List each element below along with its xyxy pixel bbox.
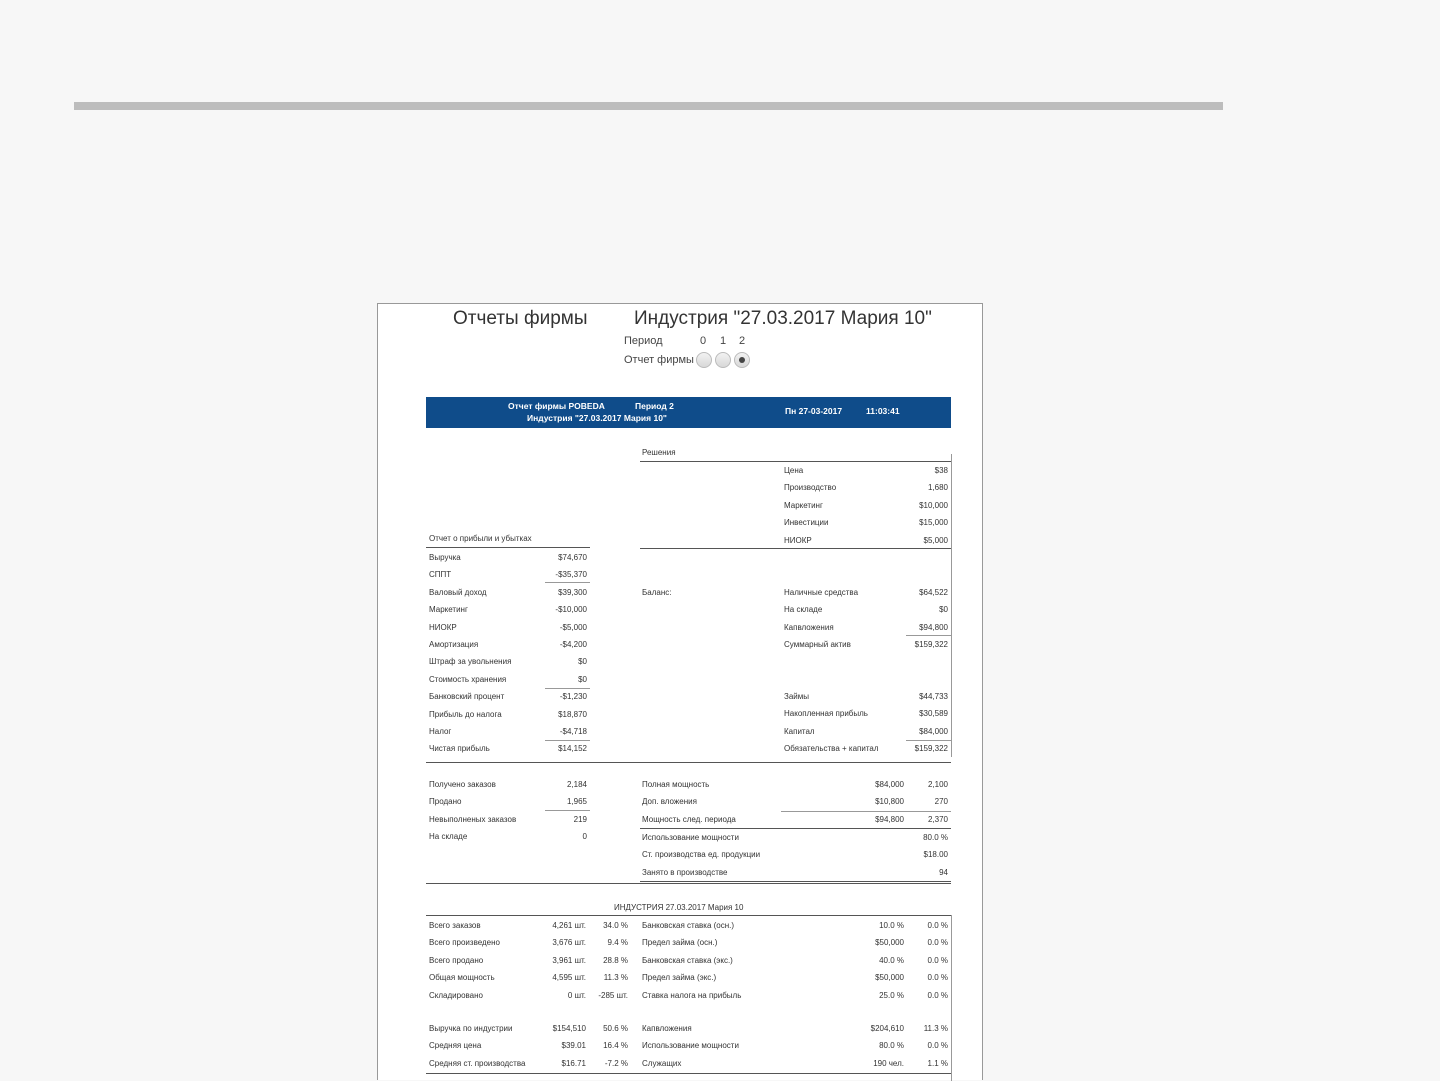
pnl-label: Чистая прибыль — [429, 744, 490, 754]
divider — [426, 883, 951, 884]
asset-label: Наличные средства — [784, 588, 859, 597]
industry-left-v2: 28.8 % — [603, 955, 628, 965]
industry-right-label: Капвложения — [642, 1024, 692, 1033]
pnl-label: СППТ — [429, 570, 452, 580]
capacity-single-value: $18.00 — [923, 850, 948, 860]
asset-value: $0 — [939, 605, 948, 615]
page-title: Отчеты фирмы — [453, 308, 588, 329]
pnl-value: $18,870 — [558, 709, 587, 719]
pnl-label: Валовый доход — [429, 587, 487, 597]
capacity-label: Доп. вложения — [642, 797, 697, 807]
decision-label: НИОКР — [784, 535, 812, 545]
asset-label: Суммарный актив — [784, 640, 851, 650]
capacity-units: 270 — [934, 797, 948, 807]
period-option-1-label: 1 — [720, 335, 727, 347]
industry-right-label: Банковская ставка (экс.) — [642, 955, 733, 965]
industry-left-label: Выручка по индустрии — [429, 1024, 513, 1033]
pnl-label: Маркетинг — [429, 605, 468, 615]
industry-left-v2: 16.4 % — [603, 1041, 628, 1051]
pnl-title: Отчет о прибыли и убытках — [429, 534, 532, 543]
decision-value: 1,680 — [927, 483, 948, 493]
industry-right-label: Предел займа (экс.) — [642, 973, 717, 983]
capacity-single-label: Использование мощности — [642, 833, 739, 842]
order-label: Невыполненых заказов — [429, 814, 517, 824]
industry-right-v1: 80.0 % — [879, 1041, 904, 1051]
industry-right-v2: 1.1 % — [927, 1058, 948, 1068]
industry-right-v2: 0.0 % — [927, 1041, 948, 1051]
industry-right-v1: $50,000 — [875, 973, 904, 983]
capacity-single-label: Ст. производства ед. продукции — [642, 850, 761, 860]
decision-label: Производство — [784, 483, 837, 493]
banner-period: Период 2 — [635, 401, 674, 411]
industry-right-v1: 25.0 % — [879, 990, 904, 1000]
decision-value: $10,000 — [919, 500, 948, 510]
industry-right-label: Использование мощности — [642, 1041, 739, 1051]
order-value: 0 — [582, 832, 587, 842]
industry-right-v2: 0.0 % — [927, 938, 948, 948]
liability-label: Накопленная прибыль — [784, 709, 868, 719]
period-radio-1[interactable] — [715, 352, 731, 368]
divider — [545, 688, 590, 689]
pnl-label: Банковский процент — [429, 692, 505, 702]
top-divider — [74, 102, 1223, 110]
capacity-label: Мощность след. периода — [642, 814, 736, 824]
pnl-label: Выручка — [429, 553, 461, 562]
liability-value: $44,733 — [919, 692, 948, 701]
order-label: На складе — [429, 832, 468, 842]
industry-left-v1: 4,261 шт. — [552, 921, 586, 930]
order-label: Получено заказов — [429, 780, 496, 789]
order-value: 1,965 — [566, 797, 587, 807]
decision-label: Маркетинг — [784, 500, 823, 510]
pnl-value: $74,670 — [558, 553, 587, 562]
asset-value: $94,800 — [919, 622, 948, 632]
industry-left-v2: 9.4 % — [607, 938, 628, 948]
liability-label: Обязательства + капитал — [784, 744, 879, 754]
industry-left-label: Всего заказов — [429, 921, 481, 930]
pnl-value: $0 — [578, 657, 587, 667]
order-value: 2,184 — [566, 780, 587, 789]
pnl-label: НИОКР — [429, 622, 457, 632]
industry-left-label: Складировано — [429, 990, 483, 1000]
decision-value: $38 — [934, 466, 948, 475]
banner-firm: Отчет фирмы POBEDA — [508, 401, 605, 411]
divider — [426, 762, 951, 763]
pnl-label: Штраф за увольнения — [429, 657, 512, 667]
pnl-value: -$4,200 — [559, 640, 587, 649]
capacity-single-label: Занято в производстве — [642, 867, 728, 877]
industry-right-v2: 11.3 % — [923, 1024, 948, 1033]
industry-right-v1: 40.0 % — [879, 955, 904, 965]
period-radio-0[interactable] — [696, 352, 712, 368]
industry-right-v2: 0.0 % — [927, 955, 948, 965]
industry-left-v2: -285 шт. — [598, 990, 628, 1000]
report-banner — [426, 397, 951, 428]
asset-value: $159,322 — [914, 640, 948, 650]
liability-value: $159,322 — [914, 744, 948, 754]
pnl-label: Амортизация — [429, 640, 479, 649]
period-radio-2[interactable] — [734, 352, 750, 368]
industry-left-label: Всего продано — [429, 955, 484, 965]
vertical-divider — [951, 915, 952, 1081]
divider — [640, 548, 951, 549]
industry-left-v2: 11.3 % — [603, 973, 628, 983]
period-option-0-label: 0 — [700, 335, 707, 347]
pnl-label: Прибыль до налога — [429, 709, 502, 719]
banner-time: 11:03:41 — [866, 406, 900, 416]
divider — [426, 915, 951, 916]
industry-left-label: Средняя ст. производства — [429, 1058, 526, 1068]
asset-label: На складе — [784, 605, 823, 615]
industry-left-label: Общая мощность — [429, 973, 495, 983]
industry-right-v1: 190 чел. — [873, 1058, 904, 1068]
decision-label: Цена — [784, 466, 804, 475]
divider — [906, 635, 951, 636]
industry-right-label: Ставка налога на прибыль — [642, 990, 742, 1000]
industry-right-v2: 0.0 % — [927, 990, 948, 1000]
banner-date: Пн 27-03-2017 — [785, 406, 843, 416]
period-option-2-label: 2 — [739, 335, 746, 347]
industry-left-v1: $154,510 — [552, 1024, 586, 1033]
divider — [545, 740, 590, 741]
pnl-value: -$4,718 — [559, 727, 587, 736]
industry-title: Индустрия "27.03.2017 Мария 10" — [634, 308, 932, 329]
divider — [426, 1073, 951, 1074]
divider — [640, 881, 951, 882]
industry-right-v1: 10.0 % — [879, 921, 904, 930]
industry-right-label: Служащих — [642, 1058, 682, 1068]
industry-right-label: Банковская ставка (осн.) — [642, 921, 735, 930]
decision-value: $5,000 — [923, 535, 948, 545]
pnl-value: -$5,000 — [559, 622, 587, 632]
divider — [906, 740, 951, 741]
industry-left-label: Всего произведено — [429, 938, 500, 948]
capacity-money: $94,800 — [875, 814, 904, 824]
capacity-single-value: 80.0 % — [923, 833, 948, 842]
balance-title: Баланс: — [642, 588, 672, 597]
liability-value: $84,000 — [919, 726, 948, 736]
industry-left-v1: 3,676 шт. — [552, 938, 586, 948]
industry-left-v1: 3,961 шт. — [552, 955, 586, 965]
industry-section-title: ИНДУСТРИЯ 27.03.2017 Мария 10 — [614, 903, 744, 912]
industry-left-v2: 50.6 % — [603, 1024, 628, 1033]
capacity-label: Полная мощность — [642, 780, 710, 789]
asset-value: $64,522 — [919, 588, 948, 597]
capacity-units: 2,100 — [927, 780, 948, 789]
report-frame — [377, 303, 983, 1080]
industry-right-v1: $50,000 — [875, 938, 904, 948]
liability-value: $30,589 — [919, 709, 948, 719]
capacity-money: $84,000 — [875, 780, 904, 789]
divider — [545, 810, 590, 811]
decision-label: Инвестиции — [784, 518, 829, 528]
liability-label: Займы — [784, 692, 809, 701]
banner-industry: Индустрия "27.03.2017 Мария 10" — [527, 413, 667, 423]
report-label: Отчет фирмы — [624, 354, 694, 366]
industry-right-v2: 0.0 % — [927, 973, 948, 983]
pnl-value: $0 — [578, 674, 587, 684]
industry-left-v1: 4,595 шт. — [552, 973, 586, 983]
order-label: Продано — [429, 797, 462, 807]
divider — [545, 582, 590, 583]
pnl-value: $39,300 — [558, 587, 587, 597]
divider — [640, 828, 951, 829]
liability-label: Капитал — [784, 726, 815, 736]
industry-left-v1: 0 шт. — [567, 990, 586, 1000]
vertical-divider — [951, 454, 952, 757]
order-value: 219 — [573, 814, 587, 824]
industry-left-v2: 34.0 % — [603, 921, 628, 930]
divider — [640, 461, 951, 462]
capacity-money: $10,800 — [875, 797, 904, 807]
pnl-value: -$35,370 — [555, 570, 587, 580]
industry-right-v2: 0.0 % — [927, 921, 948, 930]
decision-value: $15,000 — [919, 518, 948, 528]
industry-left-v2: -7.2 % — [604, 1058, 628, 1068]
industry-right-v1: $204,610 — [870, 1024, 904, 1033]
pnl-value: $14,152 — [558, 744, 587, 754]
divider — [426, 547, 590, 548]
decisions-title: Решения — [642, 448, 676, 457]
pnl-label: Налог — [429, 727, 452, 736]
pnl-label: Стоимость хранения — [429, 674, 507, 684]
divider — [781, 811, 951, 812]
industry-right-label: Предел займа (осн.) — [642, 938, 718, 948]
industry-left-label: Средняя цена — [429, 1041, 482, 1051]
pnl-value: -$10,000 — [555, 605, 587, 615]
capacity-units: 2,370 — [927, 814, 948, 824]
capacity-single-value: 94 — [939, 867, 948, 877]
period-label: Период — [624, 335, 663, 347]
industry-left-v1: $16.71 — [561, 1058, 586, 1068]
asset-label: Капвложения — [784, 622, 834, 632]
pnl-value: -$1,230 — [559, 692, 587, 702]
industry-left-v1: $39.01 — [561, 1041, 586, 1051]
